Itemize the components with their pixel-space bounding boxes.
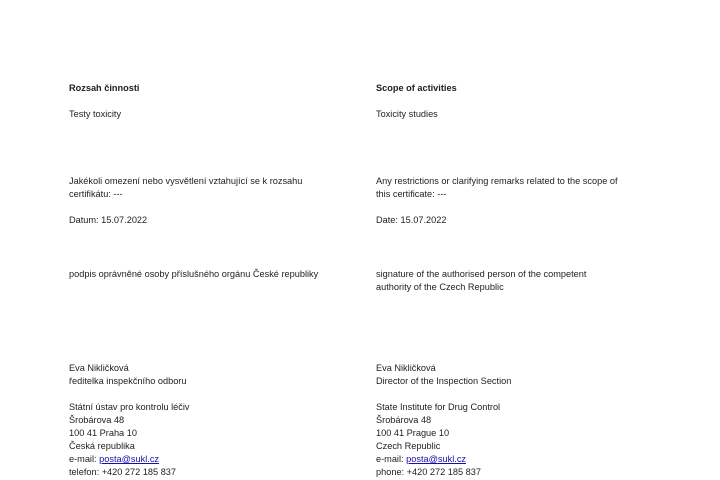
person-name-en: Eva Nikličková [376, 363, 436, 373]
street-cs: Šrobárova 48 [69, 415, 125, 425]
person-title-en: Director of the Inspection Section [376, 376, 512, 386]
date-en: Date: 15.07.2022 [376, 215, 447, 225]
email-link-cs[interactable]: posta@sukl.cz [99, 454, 160, 464]
remarks-line-1-cs: Jakékoli omezení nebo vysvětlení vztahující se k rozsahu [69, 176, 303, 186]
scope-value-cs: Testy toxicity [69, 109, 122, 119]
email-label-cs: e-mail: [69, 454, 100, 464]
signature-label-cs: podpis oprávněné osoby příslušného orgánu České republiky [69, 269, 319, 279]
phone-en: phone: +420 272 185 837 [376, 467, 481, 477]
org-name-cs: Státní ústav pro kontrolu léčiv [69, 402, 190, 412]
street-en: Šrobárova 48 [376, 415, 432, 425]
email-label-en: e-mail: [376, 454, 407, 464]
person-name-cs: Eva Nikličková [69, 363, 129, 373]
city-en: 100 41 Prague 10 [376, 428, 450, 438]
signatory-cs [69, 362, 354, 388]
remarks-line-2-cs: certifikátu: --- [69, 189, 123, 199]
signature-line-2-en: authority of the Czech Republic [376, 282, 504, 292]
remarks-line-2-en: this certificate: --- [376, 189, 447, 199]
scope-value-en: Toxicity studies [376, 109, 438, 119]
person-title-cs: ředitelka inspekčního odboru [69, 376, 187, 386]
phone-cs: telefon: +420 272 185 837 [69, 467, 177, 477]
email-row-en [376, 453, 661, 466]
country-en: Czech Republic [376, 441, 441, 451]
signatory-en [376, 362, 661, 388]
date-cs: Datum: 15.07.2022 [69, 215, 148, 225]
city-cs: 100 41 Praha 10 [69, 428, 137, 438]
org-name-en: State Institute for Drug Control [376, 402, 501, 412]
email-link-en[interactable]: posta@sukl.cz [406, 454, 467, 464]
remarks-line-1-en: Any restrictions or clarifying remarks related to the scope of [376, 176, 618, 186]
country-cs: Česká republika [69, 441, 135, 451]
scope-heading-en: Scope of activities [376, 83, 457, 93]
remarks-cs [69, 175, 354, 201]
signature-line-1-en: signature of the authorised person of the competent [376, 269, 587, 279]
address-en [376, 401, 661, 479]
signature-label-en [376, 268, 661, 294]
scope-heading-cs: Rozsah činnosti [69, 83, 140, 93]
remarks-en [376, 175, 661, 201]
address-cs [69, 401, 354, 479]
email-row-cs [69, 453, 354, 466]
